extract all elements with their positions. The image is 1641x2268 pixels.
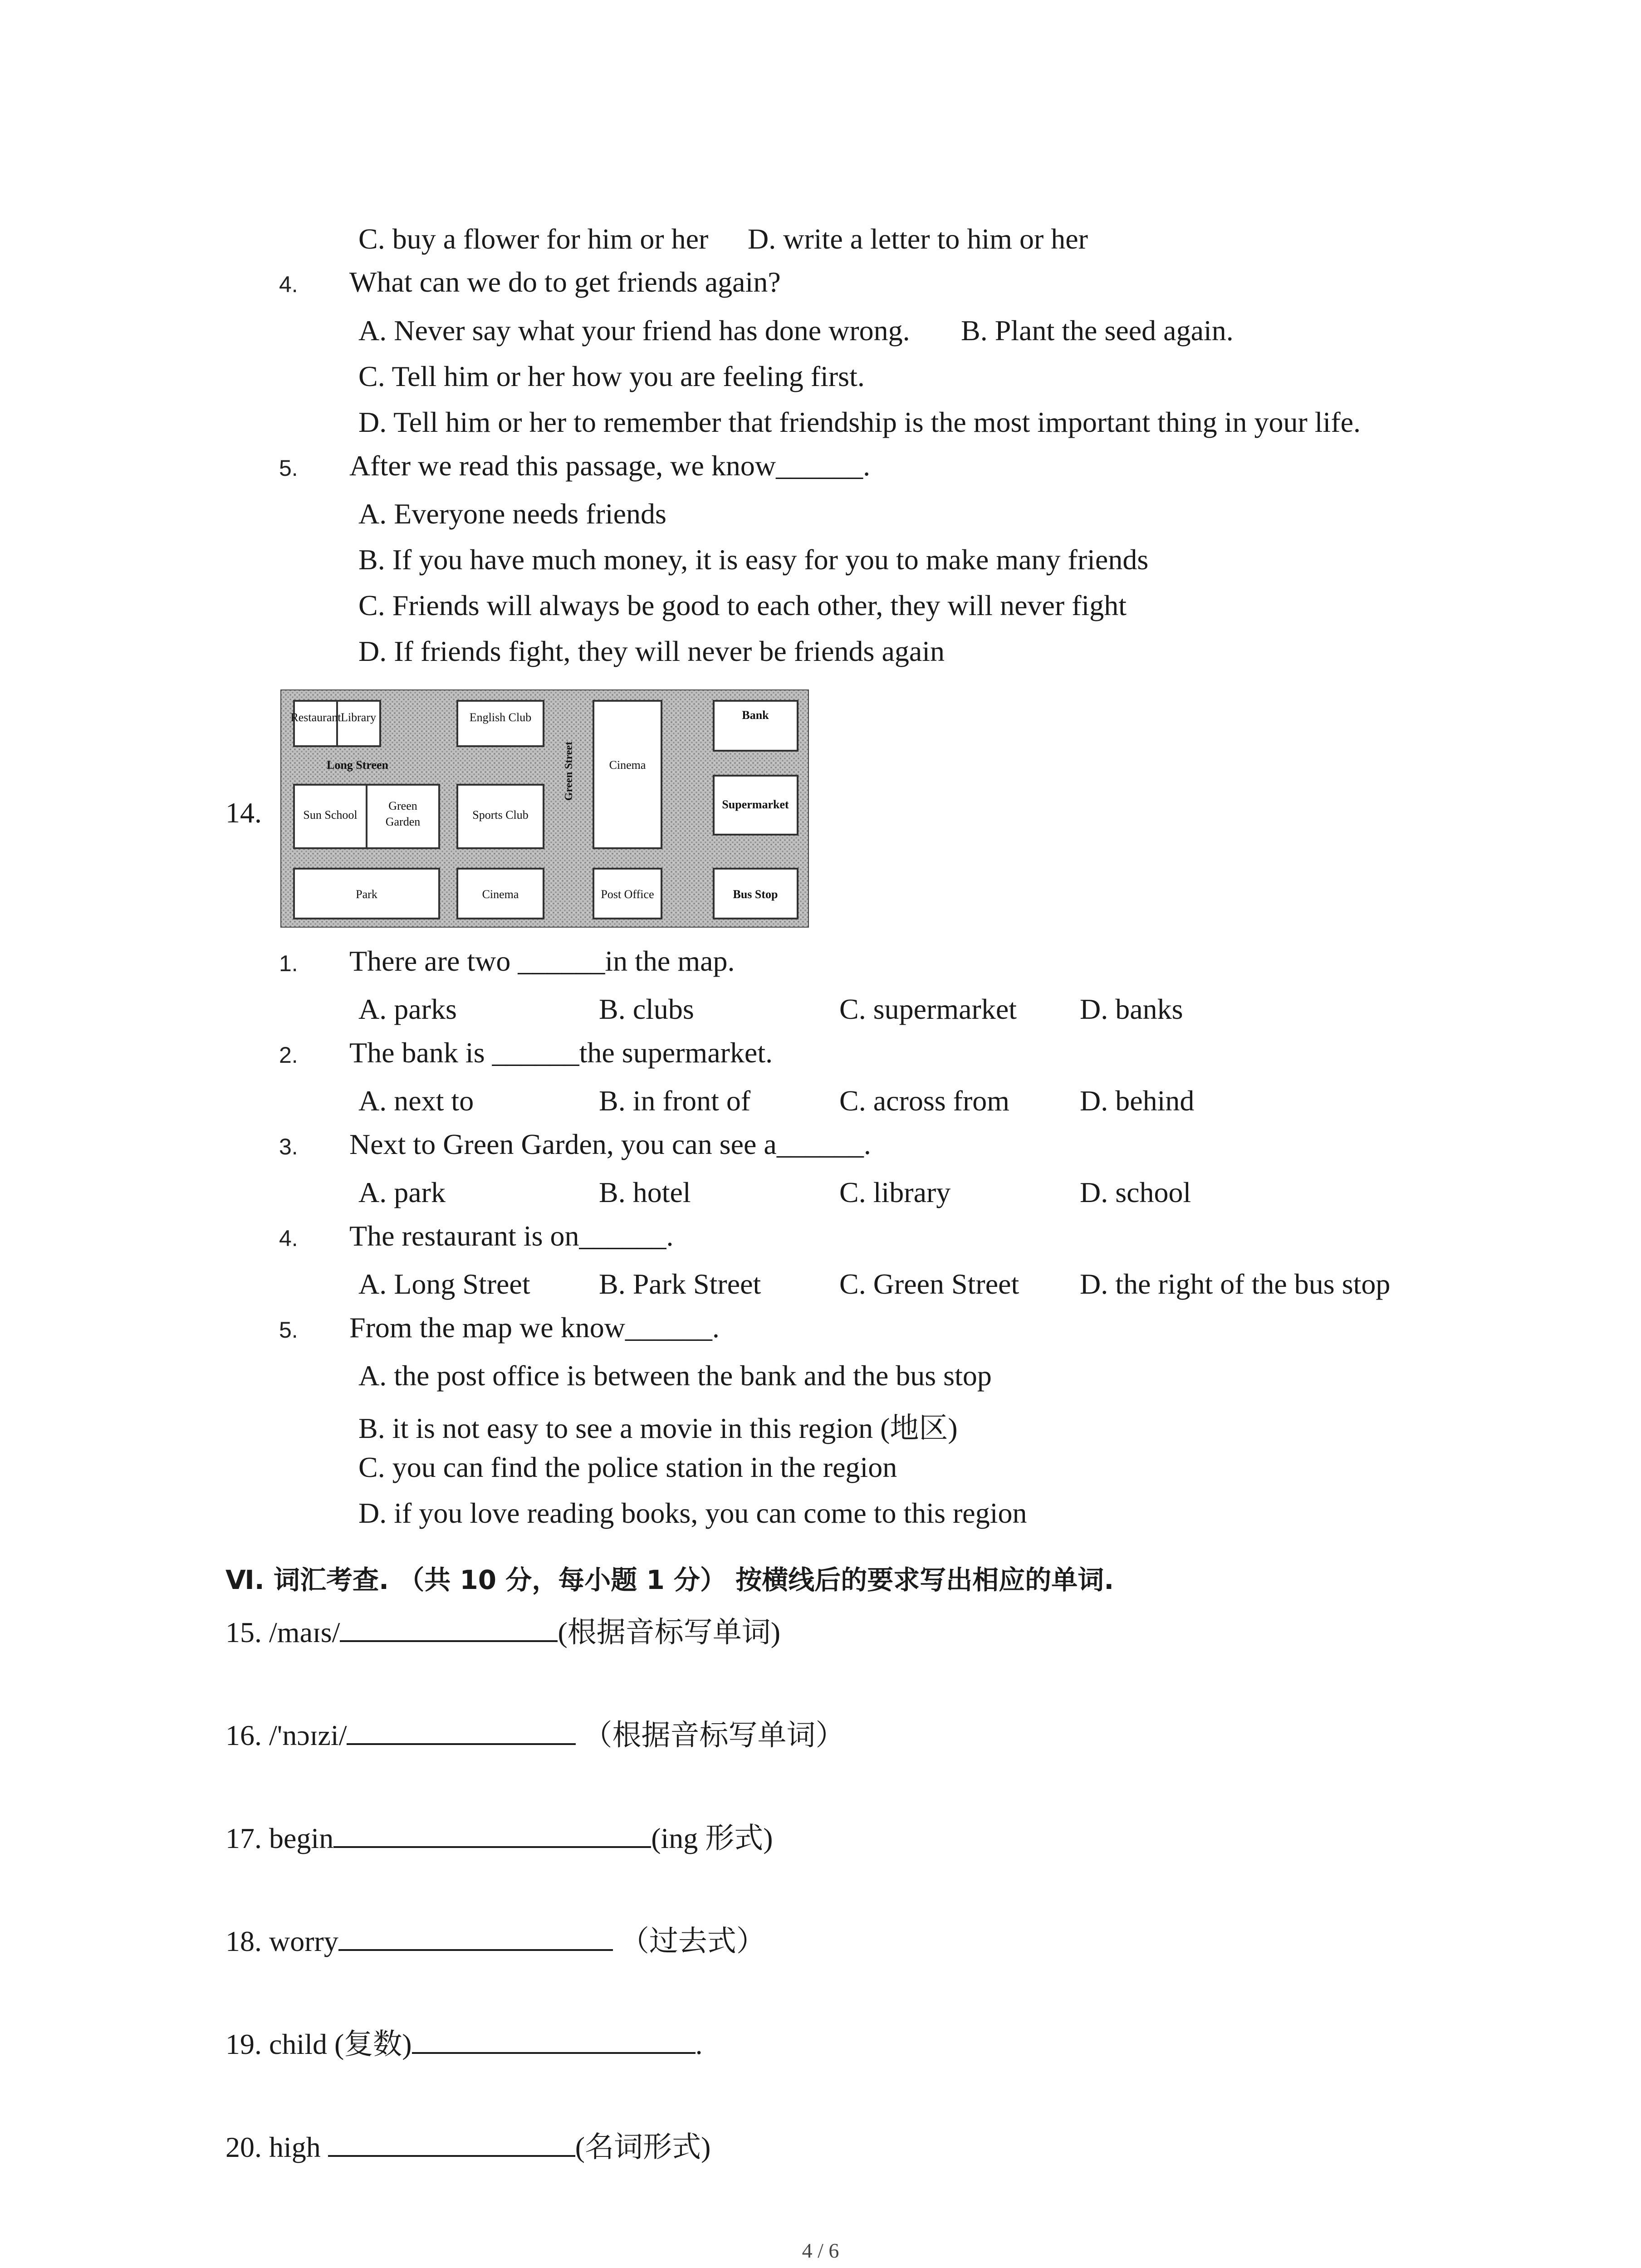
- q14-3-number: 3.: [279, 1134, 298, 1159]
- vocab-item-18: [225, 1926, 765, 1956]
- vocab-16-number: 16.: [225, 1719, 262, 1751]
- map-label-bus-stop: Bus Stop: [733, 888, 778, 901]
- q13-5-option-c: C. Friends will always be good to each other, they will never fight: [358, 589, 1127, 621]
- q13-4-option-d: D. Tell him or her to remember that friendship is the most important thing in your life.: [358, 406, 1361, 438]
- map-label-sports-club: Sports Club: [472, 808, 529, 821]
- vocab-16-word: /'nɔɪzi/: [269, 1719, 347, 1751]
- q13-5-option-d: D. If friends fight, they will never be friends again: [358, 635, 945, 667]
- vocab-20-word: high: [269, 2131, 321, 2163]
- q14-5-text: From the map we know______.: [349, 1311, 720, 1344]
- q13-5-number: 5.: [279, 455, 298, 481]
- map-label-restaurant: Restaurant: [290, 711, 341, 724]
- q14-4-text: The restaurant is on______.: [349, 1220, 674, 1252]
- q13-4-text: What can we do to get friends again?: [349, 266, 781, 298]
- map-label-supermarket: Supermarket: [722, 798, 789, 811]
- vocab-19-number: 19.: [225, 2028, 262, 2060]
- vocab-17-hint: (ing 形式): [651, 1822, 773, 1854]
- q14-number: 14.: [225, 797, 262, 829]
- q14-3-text: Next to Green Garden, you can see a______.: [349, 1128, 871, 1160]
- vocab-20-number: 20.: [225, 2131, 262, 2163]
- q14-5-number: 5.: [279, 1317, 298, 1343]
- q13-4-option-a: A. Never say what your friend has done wrong.: [358, 314, 910, 347]
- vocab-19-hint: .: [695, 2028, 703, 2060]
- map-label-green-garden-1: Green: [388, 799, 417, 812]
- q14-5-option-d: D. if you love reading books, you can come to this region: [358, 1497, 1027, 1529]
- q13-4-option-b: B. Plant the seed again.: [961, 314, 1234, 347]
- vocab-18-word: worry: [269, 1925, 338, 1957]
- q13-4-number: 4.: [279, 272, 298, 297]
- q14-1-number: 1.: [279, 951, 298, 976]
- q14-1-option-c: C. supermarket: [839, 993, 1017, 1025]
- q14-2-option-d: D. behind: [1080, 1085, 1195, 1117]
- q14-1-option-b: B. clubs: [599, 993, 694, 1025]
- q14-2-option-b: B. in front of: [599, 1085, 751, 1117]
- q13-3-option-c: C. buy a flower for him or her: [358, 223, 709, 255]
- vocab-item-19: [225, 2029, 703, 2059]
- vocab-15-blank[interactable]: [340, 1618, 558, 1642]
- vocab-17-word: begin: [269, 1822, 334, 1854]
- q14-3-option-d: D. school: [1080, 1176, 1191, 1208]
- section-6-heading: Ⅵ. 词汇考查. （共 10 分，每小题 1 分） 按横线后的要求写出相应的单词.: [225, 1564, 1114, 1595]
- q14-1-option-d: D. banks: [1080, 993, 1183, 1025]
- map-cinema-block: [593, 701, 661, 848]
- vocab-20-hint: (名词形式): [575, 2131, 711, 2163]
- q14-4-option-a: A. Long Street: [358, 1268, 530, 1300]
- q13-3-option-d: D. write a letter to him or her: [748, 223, 1088, 255]
- vocab-18-number: 18.: [225, 1925, 262, 1957]
- vocab-15-number: 15.: [225, 1616, 262, 1648]
- map-label-library: Library: [341, 711, 376, 724]
- q14-3-option-c: C. library: [839, 1176, 951, 1208]
- vocab-15-word: /maɪs/: [269, 1616, 340, 1648]
- q14-5-option-b: B. it is not easy to see a movie in this region (地区): [358, 1412, 958, 1444]
- vocab-item-17: [225, 1823, 773, 1853]
- q14-4-option-b: B. Park Street: [599, 1268, 761, 1300]
- vocab-18-blank[interactable]: [338, 1926, 613, 1951]
- q14-2-number: 2.: [279, 1042, 298, 1068]
- vocab-item-16: [225, 1721, 844, 1750]
- vocab-20-blank[interactable]: [328, 2132, 575, 2157]
- q13-4-option-c: C. Tell him or her how you are feeling first.: [358, 360, 865, 392]
- map-label-english-club: English Club: [469, 711, 532, 724]
- q14-4-option-c: C. Green Street: [839, 1268, 1019, 1300]
- vocab-18-hint: （过去式）: [620, 1925, 765, 1957]
- q13-5-text: After we read this passage, we know______.: [349, 450, 871, 482]
- q14-5-option-c: C. you can find the police station in the region: [358, 1451, 897, 1483]
- map-label-cinema-bottom: Cinema: [482, 888, 519, 901]
- q14-4-number: 4.: [279, 1226, 298, 1251]
- vocab-17-blank[interactable]: [333, 1823, 651, 1848]
- map-label-sun-school: Sun School: [303, 808, 358, 821]
- map-label-green-street: Green Street: [563, 741, 575, 801]
- q14-2-option-a: A. next to: [358, 1085, 474, 1117]
- q14-3-option-b: B. hotel: [599, 1176, 691, 1208]
- map-label-park: Park: [356, 888, 377, 901]
- street-map: [280, 689, 809, 928]
- q14-2-option-c: C. across from: [839, 1085, 1010, 1117]
- q14-3-option-a: A. park: [358, 1176, 446, 1208]
- map-label-green-garden-2: Garden: [385, 815, 421, 828]
- q13-5-option-b: B. If you have much money, it is easy for you to make many friends: [358, 543, 1149, 576]
- q14-1-option-a: A. parks: [358, 993, 457, 1025]
- map-label-post-office: Post Office: [601, 888, 654, 901]
- q14-2-text: The bank is ______the supermarket.: [349, 1036, 773, 1069]
- map-label-cinema-top: Cinema: [609, 758, 646, 772]
- q14-5-option-a: A. the post office is between the bank and the bus stop: [358, 1359, 992, 1392]
- vocab-19-word: child (复数): [269, 2028, 412, 2060]
- vocab-15-hint: (根据音标写单词): [558, 1616, 781, 1648]
- map-label-long-street: Long Streen: [326, 758, 389, 772]
- vocab-16-blank[interactable]: [347, 1721, 576, 1745]
- q14-4-option-d: D. the right of the bus stop: [1080, 1268, 1391, 1300]
- vocab-item-15: [225, 1618, 780, 1647]
- vocab-item-20: [225, 2132, 710, 2162]
- q14-1-text: There are two ______in the map.: [349, 945, 735, 977]
- vocab-19-blank[interactable]: [412, 2029, 696, 2054]
- map-label-bank: Bank: [742, 709, 769, 722]
- q13-5-option-a: A. Everyone needs friends: [358, 498, 666, 530]
- vocab-17-number: 17.: [225, 1822, 262, 1854]
- page-number: 4 / 6: [802, 2239, 839, 2262]
- vocab-16-hint: （根据音标写单词）: [583, 1719, 845, 1751]
